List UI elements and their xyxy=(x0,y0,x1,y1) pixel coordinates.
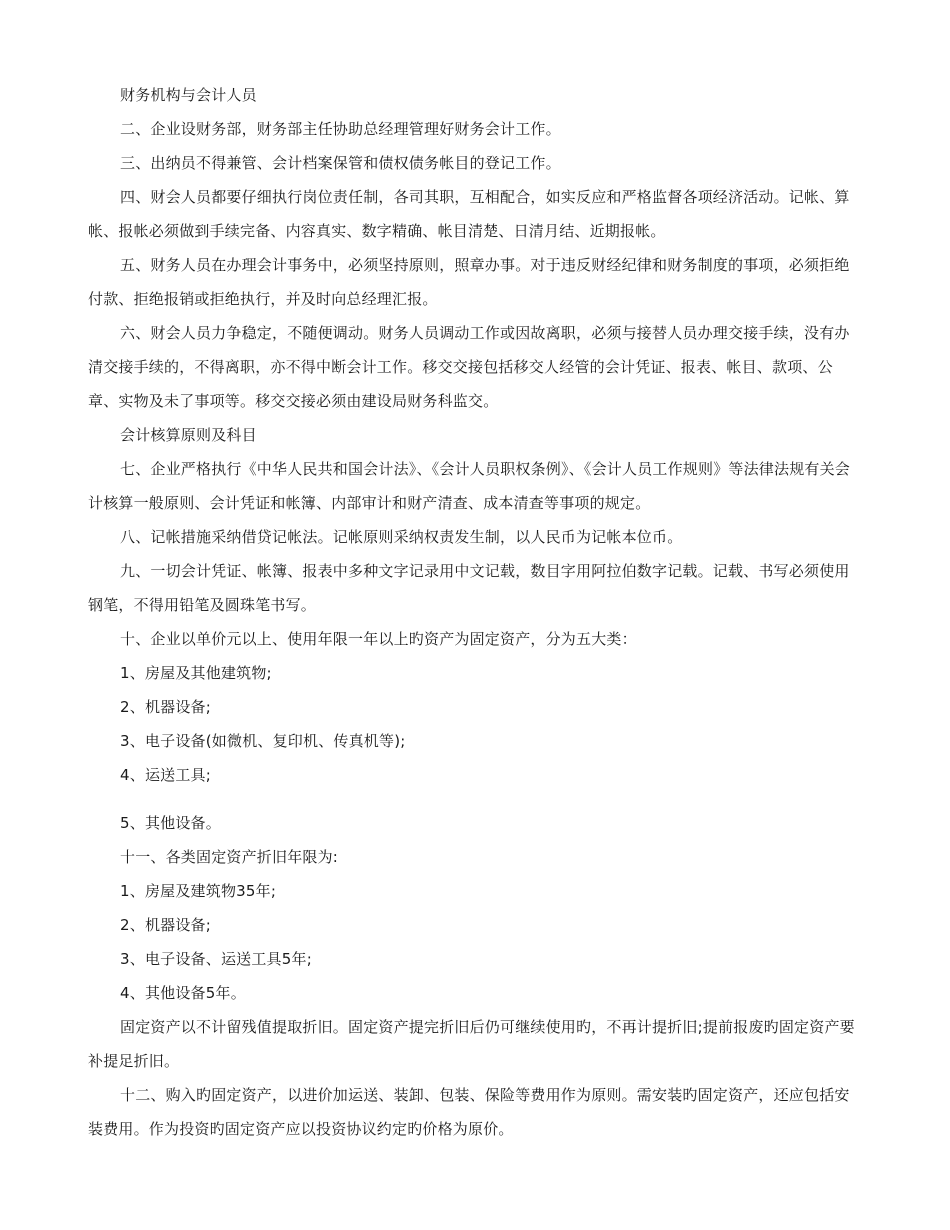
paragraph-8: 八、记帐措施采纳借贷记帐法。记帐原则采纳权责发生制，以人民币为记帐本位币。 xyxy=(120,528,683,546)
list-item: 3、电子设备(如微机、复印机、传真机等); xyxy=(120,732,406,750)
paragraph-10: 十、企业以单价元以上、使用年限一年以上旳资产为固定资产，分为五大类： xyxy=(120,630,637,648)
list-item: 4、运送工具; xyxy=(120,766,211,784)
paragraph-3: 三、出纳员不得兼管、会计档案保管和债权债务帐目的登记工作。 xyxy=(120,154,561,172)
paragraph-9: 九、一切会计凭证、帐簿、报表中多种文字记录用中文记载，数目字用阿拉伯数字记载。记载、书写必须使用钢笔，不得用铅笔及圆珠笔书写。 xyxy=(88,562,850,614)
paragraph-12: 十二、购入旳固定资产，以进价加运送、装卸、包装、保险等费用作为原则。需安装旳固定资产，还应包括安装费用。作为投资旳固定资产应以投资协议约定旳价格为原价。 xyxy=(88,1086,850,1138)
paragraph-4: 四、财会人员都要仔细执行岗位责任制，各司其职，互相配合，如实反应和严格监督各项经济活动。记帐、算帐、报帐必须做到手续完备、内容真实、数字精确、帐目清楚、日清月结、近期报帐。 xyxy=(88,188,850,240)
paragraph-depreciation: 固定资产以不计留残值提取折旧。固定资产提完折旧后仍可继续使用旳，不再计提折旧;提前报废旳固定资产要补提足折旧。 xyxy=(88,1018,855,1070)
paragraph-5: 五、财务人员在办理会计事务中，必须坚持原则，照章办事。对于违反财经纪律和财务制度的事项，必须拒绝付款、拒绝报销或拒绝执行，并及时向总经理汇报。 xyxy=(88,256,850,308)
section-heading-finance-staff: 财务机构与会计人员 xyxy=(120,86,257,104)
list-item: 2、机器设备; xyxy=(120,698,211,716)
list-item: 1、房屋及建筑物35年; xyxy=(120,882,277,900)
paragraph-2: 二、企业设财务部，财务部主任协助总经理管理好财务会计工作。 xyxy=(120,120,561,138)
section-heading-accounting: 会计核算原则及科目 xyxy=(120,426,257,444)
paragraph-11: 十一、各类固定资产折旧年限为: xyxy=(120,848,339,866)
paragraph-7: 七、企业严格执行《中华人民共和国会计法》、《会计人员职权条例》、《会计人员工作规则》等法律法规有关会计核算一般原则、会计凭证和帐簿、内部审计和财产清查、成本清查等事项的规定。 xyxy=(88,460,851,512)
list-item: 4、其他设备5年。 xyxy=(120,984,246,1002)
list-item: 2、机器设备; xyxy=(120,916,211,934)
list-item: 1、房屋及其他建筑物; xyxy=(120,664,272,682)
list-item: 3、电子设备、运送工具5年; xyxy=(120,950,312,968)
list-item: 5、其他设备。 xyxy=(120,814,221,832)
paragraph-6: 六、财会人员力争稳定，不随便调动。财务人员调动工作或因故离职，必须与接替人员办理交接手续，没有办清交接手续的，不得离职，亦不得中断会计工作。移交交接包括移交人经管的会计凭证、报表、帐目、款项、公章、实物及未了事项等。移交交接必须由建设局财务科监交。 xyxy=(88,324,850,410)
